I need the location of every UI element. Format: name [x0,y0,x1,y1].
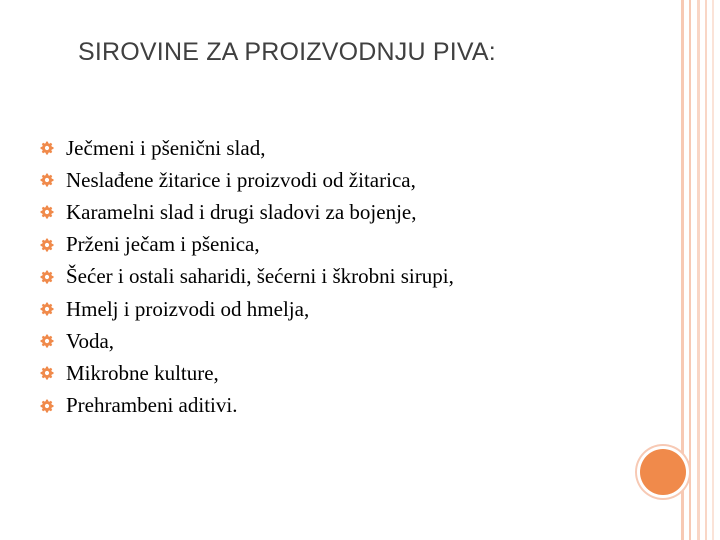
gear-icon [40,238,54,252]
gear-icon [40,399,54,413]
decorative-stripe [705,0,707,540]
list-item-text: Prehrambeni aditivi. [66,393,238,418]
list-item [40,325,454,357]
list-item [40,261,454,293]
list-item-text: Šećer i ostali saharidi, šećerni i škrobni sirupi, [66,264,454,289]
list-item [40,132,454,164]
list-item [40,196,454,228]
list-item-text: Neslađene žitarice i proizvodi od žitarica, [66,167,416,192]
list-item-text: Mikrobne kulture, [66,360,219,385]
list-item-text: Voda, [66,328,115,353]
gear-icon [40,270,54,284]
list-item [40,357,454,389]
slide-title: SIROVINE ZA PROIZVODNJU PIVA: [78,38,496,66]
list-item-text: Prženi ječam i pšenica, [66,232,260,257]
list-item-text: Ječmeni i pšenični slad, [66,135,266,160]
list-item [40,390,454,422]
list-item-text: Hmelj i proizvodi od hmelja, [66,296,310,321]
decorative-stripe [697,0,700,540]
gear-icon [40,173,54,187]
decorative-stripe [712,0,714,540]
gear-icon [40,205,54,219]
list-item [40,229,454,261]
decorative-stripe [689,0,691,540]
gear-icon [40,366,54,380]
list-item [40,293,454,325]
list-item-text: Karamelni slad i drugi sladovi za bojenje, [66,199,417,224]
list-item [40,164,454,196]
bullet-list [40,132,454,422]
gear-icon [40,334,54,348]
gear-icon [40,141,54,155]
gear-icon [40,302,54,316]
decorative-circle [640,449,686,495]
